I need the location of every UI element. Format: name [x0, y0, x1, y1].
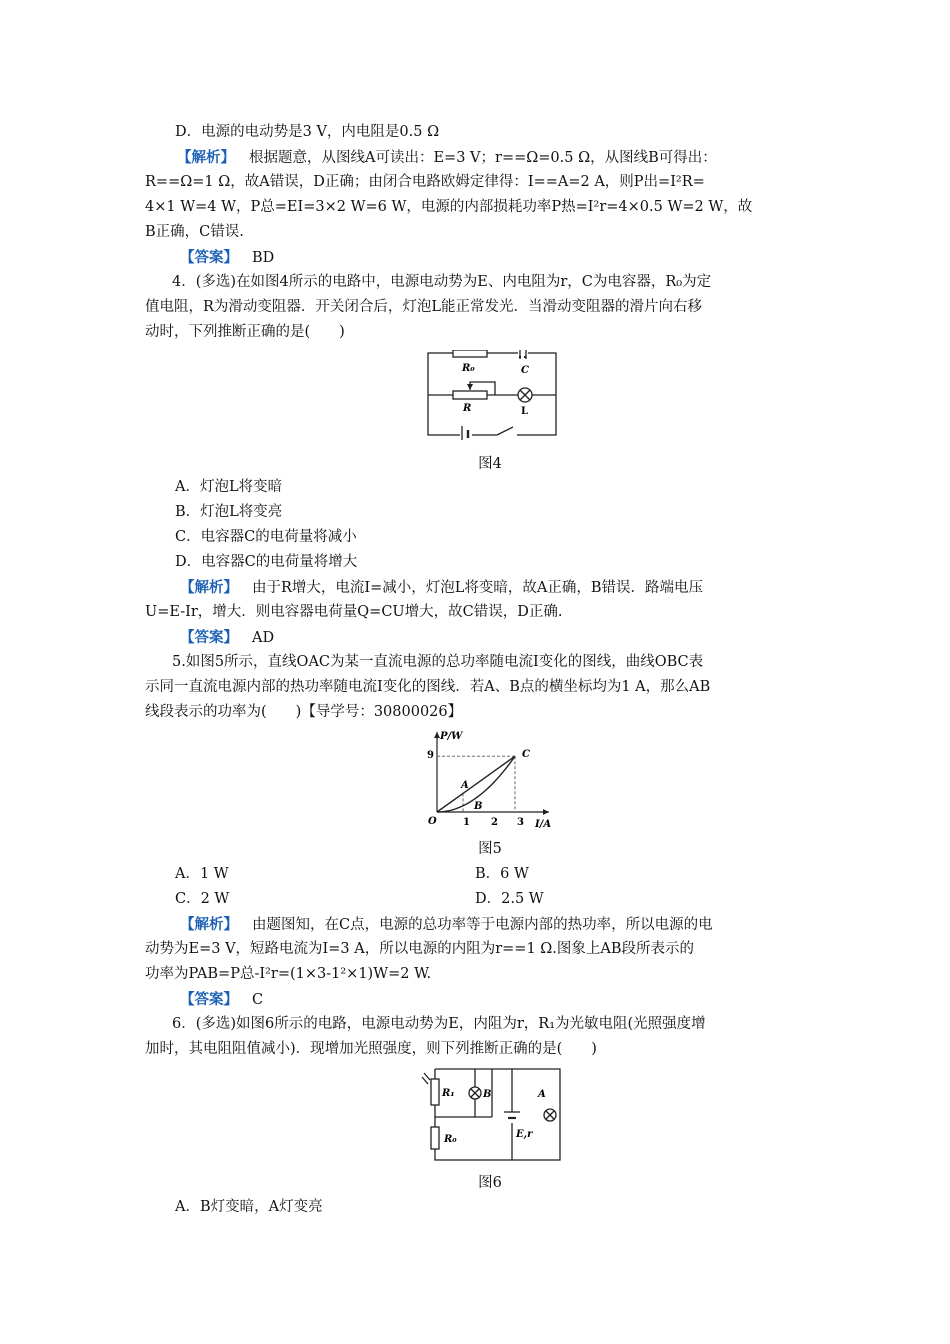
resistor-r0 [431, 1127, 439, 1149]
resistor-r [453, 391, 487, 399]
q5-option-d: D．2.5 W [475, 891, 544, 907]
q3-option-d: D．电源的电动势是3 V，内电阻是0.5 Ω [175, 124, 440, 140]
q6-option-a: A．B灯变暗，A灯变亮 [175, 1199, 323, 1215]
q5-stem-line-3: 线段表示的功率为( )【导学号：30800026】 [145, 704, 463, 720]
resistor-r0 [453, 350, 487, 357]
q4-option-d: D．电容器C的电荷量将增大 [175, 554, 358, 570]
q5-analysis-line-1: 【解析】 由题图知，在C点，电源的总功率等于电源内部的热功率，所以电源的电 [180, 916, 713, 933]
label-l: L [521, 406, 529, 417]
q3-analysis-line-4: B正确，C错误. [145, 224, 244, 240]
q6-stem-line-1: 6．(多选)如图6所示的电路，电源电动势为E，内阻为r，R₁为光敏电阻(光照强度增 [172, 1016, 706, 1032]
power-chart-figure-5 [425, 728, 560, 833]
q5-stem-line-1: 5.如图5所示，直线OAC为某一直流电源的总功率随电流I变化的图线，曲线OBC表 [172, 654, 704, 670]
q3-analysis-line-1: 【解析】 根据题意，从图线A可读出：E=3 V；r==Ω=0.5 Ω，从图线B可得出： [177, 149, 717, 166]
q4-option-b: B．灯泡L将变亮 [175, 504, 283, 520]
resistor-r1 [431, 1079, 439, 1105]
analysis-tag: 【解析】 [180, 916, 238, 933]
q4-stem-line-2: 值电阻，R为滑动变阻器．开关闭合后，灯泡L能正常发光．当滑动变阻器的滑片向右移 [145, 299, 703, 315]
point-b-label: B [474, 801, 483, 812]
answer-tag: 【答案】 [180, 991, 238, 1008]
analysis-tag: 【解析】 [177, 149, 235, 166]
q5-analysis-line-3: 功率为PAB=P总-I²r=(1×3-1²×1)W=2 W. [145, 966, 432, 982]
label-er: E,r [516, 1129, 533, 1140]
y-axis-label: P/W [440, 731, 463, 742]
label-r0: R₀ [462, 363, 475, 374]
circuit-figure-4 [425, 350, 560, 440]
q4-stem-line-3: 动时，下列推断正确的是( ) [145, 324, 345, 340]
point-a-label: A [461, 780, 469, 791]
q6-stem-line-2: 加时，其电阻阻值减小)．现增加光照强度，则下列推断正确的是( ) [145, 1041, 597, 1057]
q4-answer: 【答案】 AD [180, 629, 275, 646]
q5-analysis-line-2: 动势为E=3 V，短路电流为I=3 A，所以电源的内阻为r==1 Ω.图象上AB段所表示的 [145, 941, 695, 957]
q4-option-c: C．电容器C的电荷量将减小 [175, 529, 357, 545]
x-tick-3: 3 [517, 817, 524, 828]
answer-tag: 【答案】 [180, 249, 238, 266]
label-a: A [538, 1089, 546, 1100]
y-tick-9: 9 [427, 750, 434, 761]
answer-tag: 【答案】 [180, 629, 238, 646]
origin-label: O [428, 816, 437, 827]
q4-analysis-line-1: 【解析】 由于R增大，电流I=减小，灯泡L将变暗，故A正确，B错误．路端电压 [180, 579, 704, 596]
q3-answer: 【答案】 BD [180, 249, 275, 266]
q3-analysis-line-3: 4×1 W=4 W，P总=EI=3×2 W=6 W，电源的内部损耗功率P热=I²r=4×0.5 W=2 W，故 [145, 199, 753, 215]
x-tick-2: 2 [491, 817, 498, 828]
label-r0: R₀ [444, 1134, 457, 1145]
q5-option-b: B．6 W [475, 866, 529, 882]
label-c: C [521, 365, 529, 376]
q5-answer: 【答案】 C [180, 991, 264, 1008]
x-axis-label: I/A [535, 819, 552, 830]
label-r1: R₁ [442, 1088, 455, 1099]
outer-loop [435, 1069, 560, 1160]
q4-analysis-line-2: U=E-Ir，增大．则电容器电荷量Q=CU增大，故C错误，D正确. [145, 604, 563, 620]
x-tick-1: 1 [463, 817, 470, 828]
q3-analysis-line-2: R==Ω=1 Ω，故A错误，D正确；由闭合电路欧姆定律得：I==A=2 A，则P出=I²R= [145, 174, 705, 190]
q5-option-a: A．1 W [175, 866, 229, 882]
q5-stem-line-2: 示同一直流电源内部的热功率随电流I变化的图线．若A、B点的横坐标均为1 A，那么AB [145, 679, 711, 695]
figure-4-caption: 图4 [478, 456, 502, 472]
circuit-figure-6 [420, 1065, 570, 1165]
q4-option-a: A．灯泡L将变暗 [175, 479, 283, 495]
label-b: B [483, 1089, 492, 1100]
figure-6-caption: 图6 [478, 1175, 502, 1191]
circuit-loop [428, 353, 556, 435]
point-c-label: C [522, 749, 530, 760]
q5-option-c: C．2 W [175, 891, 230, 907]
figure-5-caption: 图5 [478, 841, 502, 857]
label-r: R [463, 403, 472, 414]
q4-stem-line-1: 4．(多选)在如图4所示的电路中，电源电动势为E、内电阻为r，C为电容器，R₀为定 [172, 274, 712, 290]
analysis-tag: 【解析】 [180, 579, 238, 596]
